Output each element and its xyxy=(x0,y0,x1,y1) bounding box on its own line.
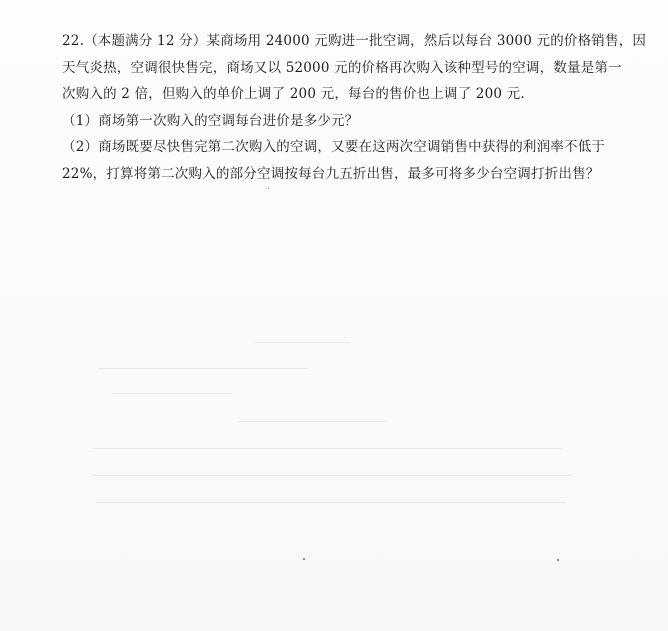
math-problem-22 xyxy=(62,28,647,187)
problem-statement-line: 天气炎热，空调很快售完，商场又以 52000 元的价格再次购入该种型号的空调，数量是第一 xyxy=(62,59,622,76)
problem-statement-line: 次购入的 2 倍，但购入的单价上调了 200 元，每台的售价也上调了 200 元. xyxy=(62,86,525,102)
bleed-through-mark xyxy=(96,502,566,503)
bleed-through-mark xyxy=(92,475,572,476)
bleed-through-mark xyxy=(112,393,232,394)
bleed-through-mark xyxy=(255,342,350,343)
scan-speck xyxy=(268,188,269,189)
bleed-through-mark xyxy=(98,368,308,369)
bleed-through-mark xyxy=(238,421,388,422)
question-part-2-continued: 22%，打算将第二次购入的部分空调按每台九五折出售，最多可将多少台空调打折出售？ xyxy=(62,165,600,182)
scan-speck xyxy=(557,559,559,561)
problem-statement-line: 22.（本题满分 12 分）某商场用 24000 元购进一批空调，然后以每台 3000 元的价格销售，因 xyxy=(62,33,647,49)
scan-speck xyxy=(303,558,305,560)
question-part-1: （1）商场第一次购入的空调每台进价是多少元？ xyxy=(62,112,359,129)
bleed-through-mark xyxy=(92,448,562,449)
question-part-2: （2）商场既要尽快售完第二次购入的空调，又要在这两次空调销售中获得的利润率不低于 xyxy=(62,139,606,155)
